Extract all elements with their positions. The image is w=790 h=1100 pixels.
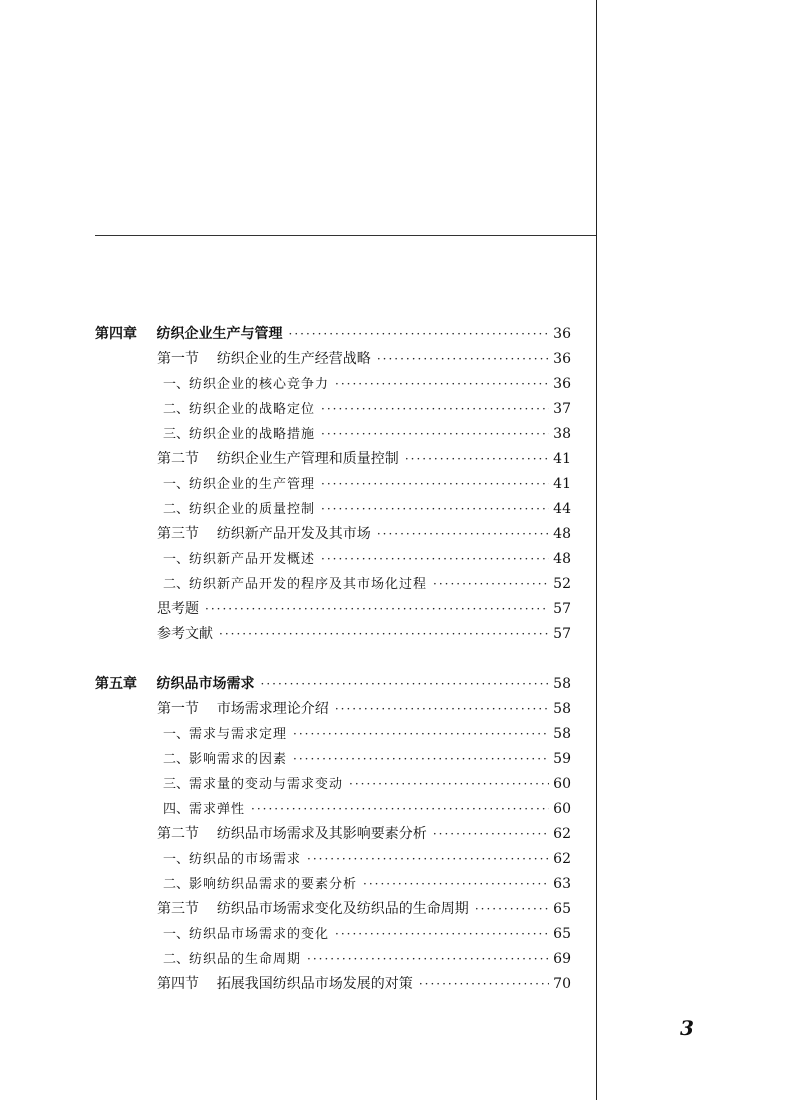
toc-leader-dots: [335, 922, 549, 947]
toc-leader-dots: [433, 572, 549, 597]
toc-leader-dots: [419, 972, 549, 997]
toc-section-entry[interactable]: [95, 447, 571, 472]
toc-entry-title: 纺织新产品开发及其市场: [216, 526, 371, 542]
toc-section-entry[interactable]: [95, 822, 571, 847]
toc-entry-number: 一、: [163, 552, 190, 567]
toc-subsection-entry[interactable]: [95, 772, 571, 797]
toc-entry-page: 57: [553, 601, 571, 617]
toc-leader-dots: [321, 422, 549, 447]
toc-entry-page: 60: [553, 801, 571, 817]
toc-entry-page: 37: [553, 401, 571, 417]
toc-subsection-entry[interactable]: [95, 472, 571, 497]
toc-entry-title: 纺织品市场需求变化及纺织品的生命周期: [216, 901, 469, 917]
toc-entry-title: 影响需求的因素: [189, 752, 288, 767]
toc-entry[interactable]: [95, 622, 571, 647]
toc-section-entry[interactable]: [95, 697, 571, 722]
toc-entry-page: 58: [553, 676, 571, 692]
toc-leader-dots: [307, 947, 549, 972]
toc-leader-dots: [293, 722, 549, 747]
toc-section-entry[interactable]: [95, 972, 571, 997]
toc-entry-page: 65: [553, 926, 571, 942]
toc-subsection-entry[interactable]: [95, 372, 571, 397]
toc-entry-title: 纺织品市场需求的变化: [189, 927, 330, 942]
toc-entry-title: 市场需求理论介绍: [216, 701, 329, 717]
toc-entry-number: 一、: [163, 727, 190, 742]
toc-entry-number: 第四章: [95, 326, 137, 342]
toc-entry-title: 纺织品的生命周期: [189, 952, 302, 967]
toc-entry-number: 二、: [163, 502, 190, 517]
toc-entry-number: 第二节: [157, 826, 199, 842]
toc-entry-number: 第二节: [157, 451, 199, 467]
toc-entry-title: 纺织企业生产与管理: [156, 326, 283, 342]
toc-entry-page: 63: [553, 876, 571, 892]
toc-entry-number: 一、: [163, 852, 190, 867]
toc-section-entry[interactable]: [95, 522, 571, 547]
toc-leader-dots: [321, 497, 549, 522]
toc-leader-dots: [335, 372, 549, 397]
toc-entry-title: 纺织企业的质量控制: [189, 502, 316, 517]
toc-entry-number: 第一节: [157, 701, 199, 717]
toc-entry-title: 纺织企业的战略措施: [189, 427, 316, 442]
toc-entry-title: 拓展我国纺织品市场发展的对策: [216, 976, 413, 992]
toc-entry-page: 70: [553, 976, 571, 992]
vertical-rule: [596, 0, 597, 1100]
toc-entry-gap: [199, 447, 217, 472]
toc-leader-dots: [377, 347, 549, 372]
toc-subsection-entry[interactable]: [95, 872, 571, 897]
toc-entry-number: 三、: [163, 427, 190, 442]
chapter-block: [95, 322, 571, 647]
toc-leader-dots: [321, 397, 549, 422]
toc-entry-title: 纺织新产品开发的程序及其市场化过程: [189, 577, 428, 592]
toc-leader-dots: [433, 822, 549, 847]
toc-entry-page: 36: [553, 326, 571, 342]
toc-entry-title: 纺织品市场需求: [156, 676, 255, 692]
toc-subsection-entry[interactable]: [95, 422, 571, 447]
toc-leader-dots: [321, 547, 549, 572]
toc-entry-gap: [199, 522, 217, 547]
toc-entry-page: 58: [553, 701, 571, 717]
toc-entry-page: 59: [553, 751, 571, 767]
toc-entry-page: 36: [553, 376, 571, 392]
toc-subsection-entry[interactable]: [95, 847, 571, 872]
toc-entry-number: 二、: [163, 577, 190, 592]
toc-entry-number: 二、: [163, 877, 190, 892]
toc-entry-number: 三、: [163, 777, 190, 792]
toc-entry-title: 纺织企业的生产管理: [189, 477, 316, 492]
toc-entry-page: 62: [553, 826, 571, 842]
toc-entry-gap: [199, 697, 217, 722]
toc-section-entry[interactable]: [95, 347, 571, 372]
toc-entry-title: 需求弹性: [189, 802, 246, 817]
toc-leader-dots: [349, 772, 549, 797]
toc-entry-number: 第四节: [157, 976, 199, 992]
toc-entry-title: 需求量的变动与需求变动: [189, 777, 344, 792]
toc-entry-page: 69: [553, 951, 571, 967]
toc-entry-gap: [199, 822, 217, 847]
toc-entry-title: 纺织企业的核心竞争力: [189, 377, 330, 392]
toc-subsection-entry[interactable]: [95, 947, 571, 972]
toc-entry-page: 48: [553, 526, 571, 542]
toc-entry-number: 二、: [163, 952, 190, 967]
toc-entry-number: 第三节: [157, 901, 199, 917]
toc-entry-number: 一、: [163, 927, 190, 942]
toc-leader-dots: [205, 597, 549, 622]
toc-entry-number: 四、: [163, 802, 190, 817]
toc-leader-dots: [261, 672, 550, 697]
toc-entry-title: 需求与需求定理: [189, 727, 288, 742]
toc-entry-gap: [137, 672, 157, 697]
toc-entry-number: 二、: [163, 402, 190, 417]
toc-chapter-entry[interactable]: [95, 672, 571, 697]
toc-leader-dots: [251, 797, 549, 822]
toc-entry-gap: [199, 347, 217, 372]
toc-entry-title: 纺织企业的生产经营战略: [216, 351, 371, 367]
toc-entry-number: 二、: [163, 752, 190, 767]
toc-entry-number: 第一节: [157, 351, 199, 367]
toc-entry-title: 纺织品的市场需求: [189, 852, 302, 867]
toc-entry-title: 影响纺织品需求的要素分析: [189, 877, 358, 892]
toc-subsection-entry[interactable]: [95, 547, 571, 572]
toc-entry-gap: [137, 322, 157, 347]
toc-entry-page: 62: [553, 851, 571, 867]
toc-entry-title: 纺织企业生产管理和质量控制: [216, 451, 399, 467]
toc-entry-page: 36: [553, 351, 571, 367]
toc-subsection-entry[interactable]: [95, 922, 571, 947]
page-number: 3: [680, 1016, 694, 1040]
toc-subsection-entry[interactable]: [95, 722, 571, 747]
toc-subsection-entry[interactable]: [95, 747, 571, 772]
toc-leader-dots: [321, 472, 549, 497]
toc-entry-title: 纺织企业的战略定位: [189, 402, 316, 417]
toc-chapter-entry[interactable]: [95, 322, 571, 347]
toc-entry-title: 纺织品市场需求及其影响要素分析: [216, 826, 427, 842]
toc-subsection-entry[interactable]: [95, 572, 571, 597]
table-of-contents: [95, 322, 571, 997]
toc-leader-dots: [363, 872, 549, 897]
toc-subsection-entry[interactable]: [95, 497, 571, 522]
toc-section-entry[interactable]: [95, 897, 571, 922]
toc-leader-dots: [293, 747, 549, 772]
toc-entry-number: 第五章: [95, 676, 137, 692]
toc-entry-page: 41: [553, 451, 571, 467]
toc-leader-dots: [307, 847, 549, 872]
toc-subsection-entry[interactable]: [95, 797, 571, 822]
toc-entry-page: 52: [553, 576, 571, 592]
toc-entry-number: 一、: [163, 377, 190, 392]
toc-entry-number: 一、: [163, 477, 190, 492]
chapter-block: [95, 672, 571, 997]
toc-entry-page: 41: [553, 476, 571, 492]
toc-subsection-entry[interactable]: [95, 397, 571, 422]
toc-leader-dots: [219, 622, 549, 647]
toc-leader-dots: [335, 697, 549, 722]
toc-leader-dots: [405, 447, 549, 472]
toc-entry[interactable]: [95, 597, 571, 622]
toc-entry-gap: [199, 972, 217, 997]
toc-entry-title: 思考题: [157, 601, 199, 617]
toc-leader-dots: [377, 522, 549, 547]
horizontal-rule: [95, 235, 596, 236]
toc-entry-page: 58: [553, 726, 571, 742]
toc-entry-title: 参考文献: [157, 626, 213, 642]
toc-leader-dots: [289, 322, 550, 347]
toc-entry-title: 纺织新产品开发概述: [189, 552, 316, 567]
toc-entry-page: 57: [553, 626, 571, 642]
toc-leader-dots: [475, 897, 549, 922]
toc-entry-page: 60: [553, 776, 571, 792]
toc-entry-gap: [199, 897, 217, 922]
toc-entry-page: 65: [553, 901, 571, 917]
toc-entry-page: 48: [553, 551, 571, 567]
toc-entry-page: 38: [553, 426, 571, 442]
toc-entry-number: 第三节: [157, 526, 199, 542]
toc-entry-page: 44: [553, 501, 571, 517]
